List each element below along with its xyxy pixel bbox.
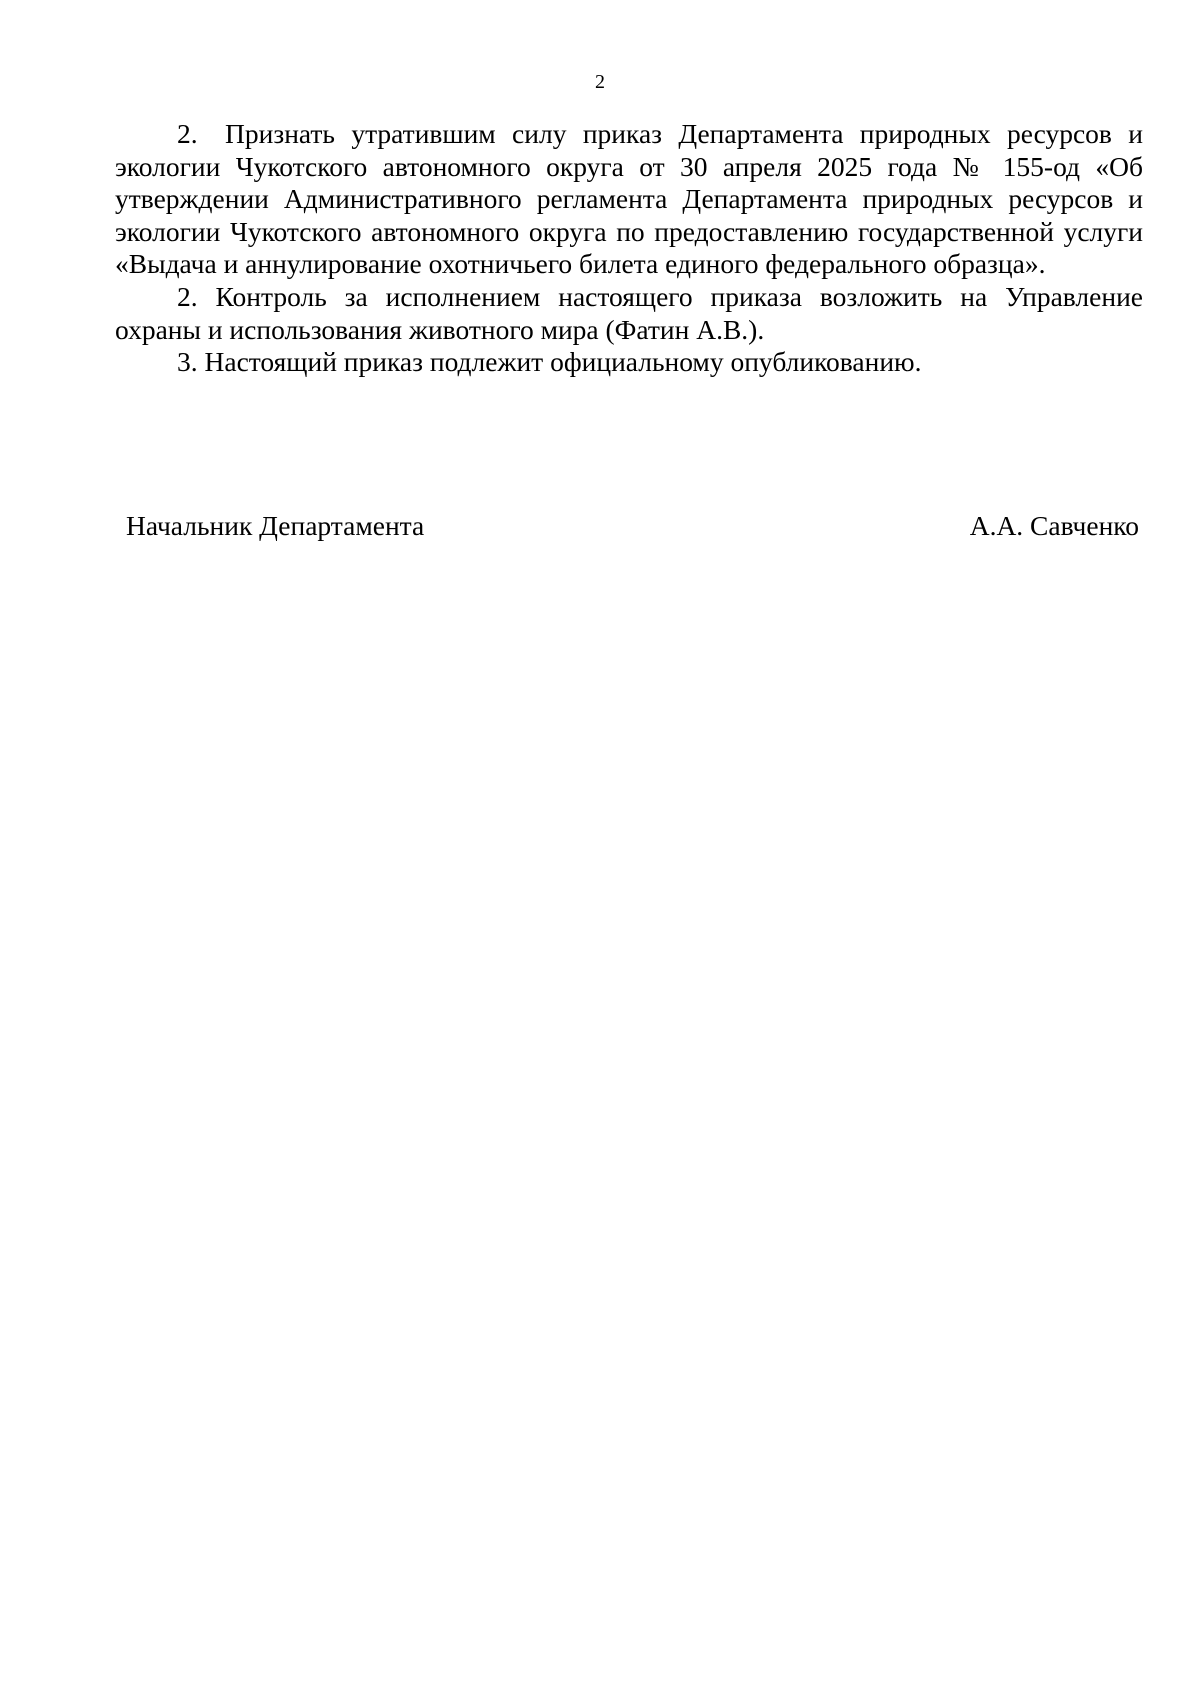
paragraph-number: 2.	[177, 118, 198, 149]
paragraph-repeal-order	[115, 118, 1143, 281]
signatory-position: Начальник Департамента	[126, 510, 425, 541]
document-body	[115, 118, 1143, 379]
paragraph-control: 2. Контроль за исполнением настоящего приказа возложить на Управление охраны и использования животного мира (Фатин А.В.).	[115, 280, 1143, 345]
signature-block	[126, 509, 1139, 549]
signatory-name: А.А. Савченко	[969, 510, 1139, 541]
paragraph-text: Признать утратившим силу приказ Департамента природных ресурсов и экологии Чукотского автономного округа от 30 апреля 2025 года № 155-од «Об утверждении Административного регламента Департамента природных ресурсов и экологии Чукотского автономного округа по предоставлению государственной услуги «Выдача и аннулирование охотничьего билета единого федерального образца».	[115, 118, 1143, 280]
page-number: 2	[595, 71, 605, 93]
paragraph-publication: 3. Настоящий приказ подлежит официальному опубликованию.	[177, 346, 922, 378]
